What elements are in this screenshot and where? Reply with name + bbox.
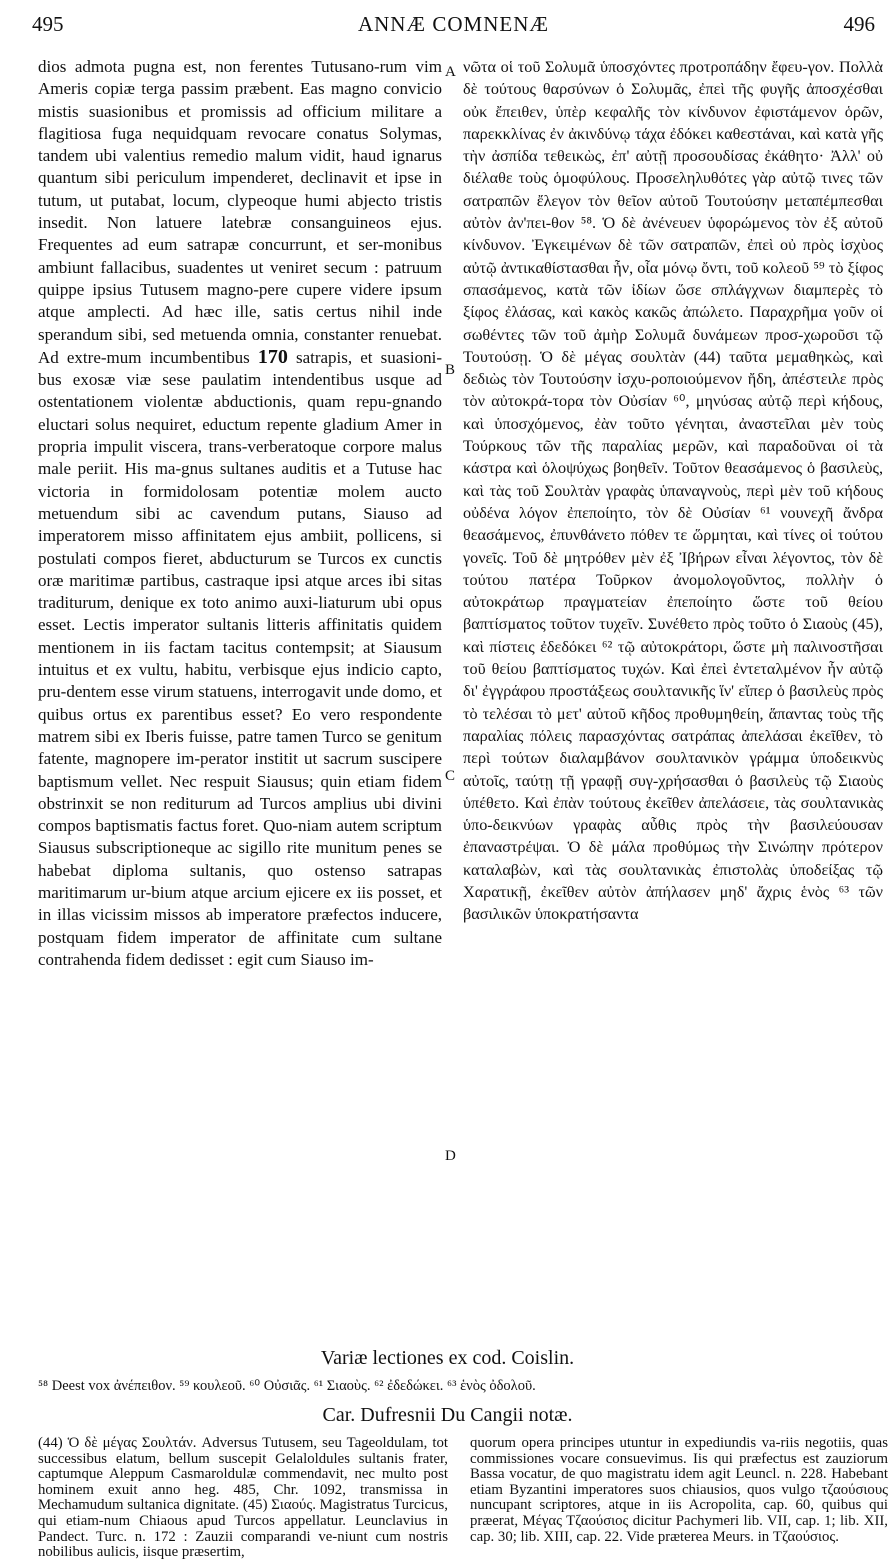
latin-text-part2: satrapis, et suasioni-bus exosæ viæ sese paulatim intendentibus usque ad ostentationem violentæ abductionis, quam repu-gnando eluctari solus nequiret, eductum repente gladium Amer in propria impulit viscera, trans-verberatoque corpore malus male periit. His ma-gnus sultanes auditis et a Tutuse hac victoria in formidolosam potentiæ molem aucto metuendum sibi ac cavendum putans, Siauso ad imperatorem misso affinitatem ejus ambiit, pollicens, si postulati compos fieret, abducturum se Turcos ex cunctis oræ maritimæ partibus, castraque ipsi atque arces ibi sitas traditurum, denique ex toto animo auxi-liaturum ubi opus esset. Lectis imperator sultanis litteris affinitatis quidem mentionem in iis factam tacitus contempsit; at Siausum intuitus et ex vultu, habitu, verbisque ejus indicio capto, pru-dentem esse virum statuens, interrogavit unde domo, et quibus ortus ex parentibus esset? Eo vero respondente matrem sibi ex Iberis fuisse, patre tamen Turco se genitum fatente, magnopere im-perator institit ut sacrum suscipere baptismum vellet. Nec respuit Siausus; quin etiam fidem obstrinxit se non rediturum ad Turcos amplius ubi divini compos baptismatis factus foret. Quo-niam autem scriptum Siausus subscriptioneque ac sigillo rite munitum penes se habebat diploma sultanis, quo ostenso satrapas maritimarum ur-bium atque arcium ejicere ex iis posset, et in illas vicissim missos ab imperatore præfectos inducere, postquam fidem imperator de affinitate cum sultane contrahenda fidem dedisset : egit cum Siauso im- — [38, 347, 443, 969]
notes-left-column — [38, 1435, 448, 1561]
variants-title: Variæ lectiones ex cod. Coislin. — [320, 1347, 575, 1369]
page-header — [32, 6, 875, 42]
section-marker-b: B — [445, 362, 456, 378]
page-number-left: 495 — [32, 12, 64, 36]
notes-left-text: (44) Ὁ δὲ μέγας Σουλτάν. Adversus Tutusem, seu Tageoldulam, tot successibus elatum, bellum suscepit Gelaloldules sultanis frater, captumque Aleppum Casmaroldulæ commendavit, nec multo post hominem exuit anno heg. 485, Chr. 1092, transmissa in Mechamudum sultanica dignitate. (45) Σιαούς. Magistratus Turcicus, qui etiam-num Chiaous apud Turcos appellatur. Leunclavius in Pandect. Turc. n. 172 : Zauzii comparandi ve-niunt cum nostris nobilibus aulicis, iisque præsertim, — [38, 1435, 448, 1561]
greek-text: νῶτα οἱ τοῦ Σολυμᾶ ὑποσχόντες προτροπάδην ἔφευ-γον. Πολλὰ δὲ τούτους θαρσύνων ὁ Σολυμᾶς, ἐπεὶ τῆς φυγῆς ἀποσχέσθαι οὐκ ἔπειθεν, ὑπὲρ κεφαλῆς τὸν κίνδυνον ἐφιστάμενον ὁρῶν, παρεκκλίνας ἐν ἀκινδύνῳ τάχα ἐδόκει καθεστάναι, καὶ κατὰ γῆς τὴν ἀσπίδα τεθεικὼς, ἐπ' αὐτῇ προσουδίσας ἐκάθητο· Ἀλλ' οὐ διέλαθε τοὺς ὁμοφύλους. Προσεληλυθότες γὰρ αὐτῷ τινες τῶν σατραπῶν ἔλεγον τὸν θεῖον αὐτοῦ Τουτούσην μεταπέμπεσθαι αὐτὸν ἀν'πει-θον ⁵⁸. Ὁ δὲ ἀνένευεν ὑφορώμενος τὸν ἐξ αὐτοῦ κίνδυνον. Ἐγκειμένων δὲ τῶν σατραπῶν, ἐπεὶ οὐ πρὸς ἰσχὺος αὐτῷ ἀντικαθίστασθαι ἦν, οἷα μόνῳ ὄντι, τοῦ κολεοῦ ⁵⁹ τὸ ξίφος σπασάμενος, κατὰ τῶν ἰδίων ὥσε σπλάγχνων διαμπερὲς τὸ ξίφος ἐλάσας, καὶ κακὸς κακῶς ἀπώλετο. Παραχρῆμα γοῦν οἱ σωθέντες τῶν τοῦ ἀμὴρ Σολυμᾶ δυνάμεων προσ-χωροῦσι τῷ Τουτούσῃ. Ὁ δὲ μέγας σουλτὰν (44) ταῦτα μεμαθηκὼς, καὶ δεδιὼς τὸν Τουτούσην ἰσχυ-ροποιούμενον ἤδη, ἀπέστειλε πρὸς τὸν αὐτοκρά-τορα τὸν Οὐσίαν ⁶⁰, μηνύσας αὐτῷ περὶ κήδους, καὶ ὑποσχόμενος, ἐὰν τοῦτο γένηται, ἀναστεῖλαι μὲν τοὺς Τούρκους τῶν τῆς παραλίας μερῶν, καὶ παραδοῦναι οἱ τὰ κάστρα καὶ ὁλοψύχως βοηθεῖν. Τοῦτον θεασάμενος ὁ βασιλεὺς, καὶ τὰς τοῦ Σουλτὰν γραφὰς ὑπαναγνοὺς, περὶ μὲν τοῦ κήδους οὐδένα λόγον ἐπεποίητο, τὸν δὲ Οὐσίαν ⁶¹ νουνεχῆ ἄνδρα θεασάμενος, ἐπυνθάνετο πόθεν τε ὥρμηται, καὶ τίνες οἱ τούτου γονεῖς. Τοῦ δὲ μητρόθεν μὲν ἐξ Ἰβήρων εἶναι λέγοντος, τὸν δὲ τούτου πατέρα Τοῦρκον ἀνομολογοῦντος, πολλὴν ὁ αὐτοκράτωρ πραγματείαν ἐπεποίητο ὥστε τοῦ θείου βαπτίσματος τοῦτον τυχεῖν. Συνέθετο πρὸς τοῦτο ὁ Σιαοὺς (45), καὶ πίστεις ἐδεδόκει ⁶² τῷ αὐτοκράτορι, ὥστε μὴ παλινοστῆσαι τοῦ θείου βαπτίσματος τυχών. Καὶ ἐπεὶ ἐντεταλμένον ἦν αὐτῷ δι' ἐγγράφου προστάξεως σουλτανικῆς ἵν' εἴπερ ὁ βασιλεὺς πρὸς τὸ τελέσαι τὸ μετ' αὐτοῦ κῆδος προθυμηθείη, ἅπαντας τοὺς τῆς παραλίας πόλεις παρασχόντας σατράπας ἀπελάσαι ἐκεῖθεν, τὸ περὶ τούτων διαλαμβάνον σουλτανικὸν γράμμα ὑποδεικνὺς αὐτοῖς, ταύτῃ τῇ γραφῇ συγ-χρήσασθαι ὁ βασιλεὺς τῷ Σιαοὺς ὑπέθετο. Καὶ ἐπὰν τούτους ἐκεῖθεν ἀπελάσειε, τὰς σουλτανικὰς ὑπο-δεικνύων γραφὰς αὖθις πρὸς τὴν βασιλεύουσαν ἐπαναστρέψαι. Ὁ δὲ μάλα προθύμως τὴν Σινώπην πρότερον καταλαβὼν, καὶ τὰς σουλτανικὰς ἐπιστολὰς ὑποδείξας τῷ Χαρατικῇ, ἐκεῖθεν αὐτὸν ἀπήλασεν μηδ' ἄχρις ἑνὸς ⁶³ τῶν βασιλικῶν ὑποκρατήσαντα — [463, 58, 883, 924]
notes-right-text: quorum opera principes utuntur in expediundis va-riis negotiis, quas commissiones vocare consuevimus. Iis qui præfectus est zauziorum Bassa vocatur, de quo magistratu idem agit Leuncl. n. 228. Habebant etiam Byzantini imperatores suos chiausios, quos vulgo τζαούσιους nuncupant scriptores, atque in iis Acropolita, cap. 60, quibus qui præerat, Μέγας Τζαούσιος dicitur Pachymeri lib. VII, cap. 1; lib. XII, cap. 30; lib. XIII, cap. 22. Vide præterea Meurs. in Τζαούσιος. — [470, 1435, 888, 1545]
running-title: ANNÆ COMNENÆ — [357, 12, 550, 36]
latin-text-part1: dios admota pugna est, non ferentes Tutusano-rum vim Ameris copiæ terga passim præbent. Eas magno convicio mistis suasionibus et promissis ad officium militare a flagitiosa fuga nequidquam revocare conatus Solymas, tandem ubi valentius remedio malum vidit, haud ignarus quantum sibi periculum impenderet, declinavit et ipse in tutum, ut putabat, locum, clypeoque humi abjecto tristis insedit. Non latuere latebræ consanguineos ejus. Frequentes ad eum satrapæ concurrunt, et ser-monibus ambiunt fallacibus, suadentes ut veniret secum : patruum quippe ipsius Tutusem magno-pere cupere videre ipsum atque amplecti. Ad hæc ille, satis certus nihil inde sperandum sibi, sed metuenda omnia, constanter renuebat. Ad extre-mum incumbentibus — [38, 57, 442, 367]
page-number-right: 496 — [843, 12, 875, 36]
section-marker-a: A — [445, 64, 456, 80]
section-marker-c: C — [445, 768, 456, 784]
latin-text — [38, 56, 442, 971]
page-reference-number: 170 — [257, 345, 288, 368]
variants-text: ⁵⁸ Deest vox ἀνέπειθον. ⁵⁹ κουλεοῦ. ⁶⁰ Οὐσιᾶς. ⁶¹ Σιαοὺς. ⁶² ἐδεδώκει. ⁶³ ἑνὸς ὀδολοῦ. — [38, 1378, 536, 1394]
notes-right-column — [470, 1435, 888, 1545]
greek-column — [463, 56, 883, 1346]
section-marker-d: D — [445, 1148, 456, 1164]
notes-title: Car. Dufresnii Du Cangii notæ. — [322, 1404, 573, 1426]
latin-column — [38, 56, 442, 1346]
